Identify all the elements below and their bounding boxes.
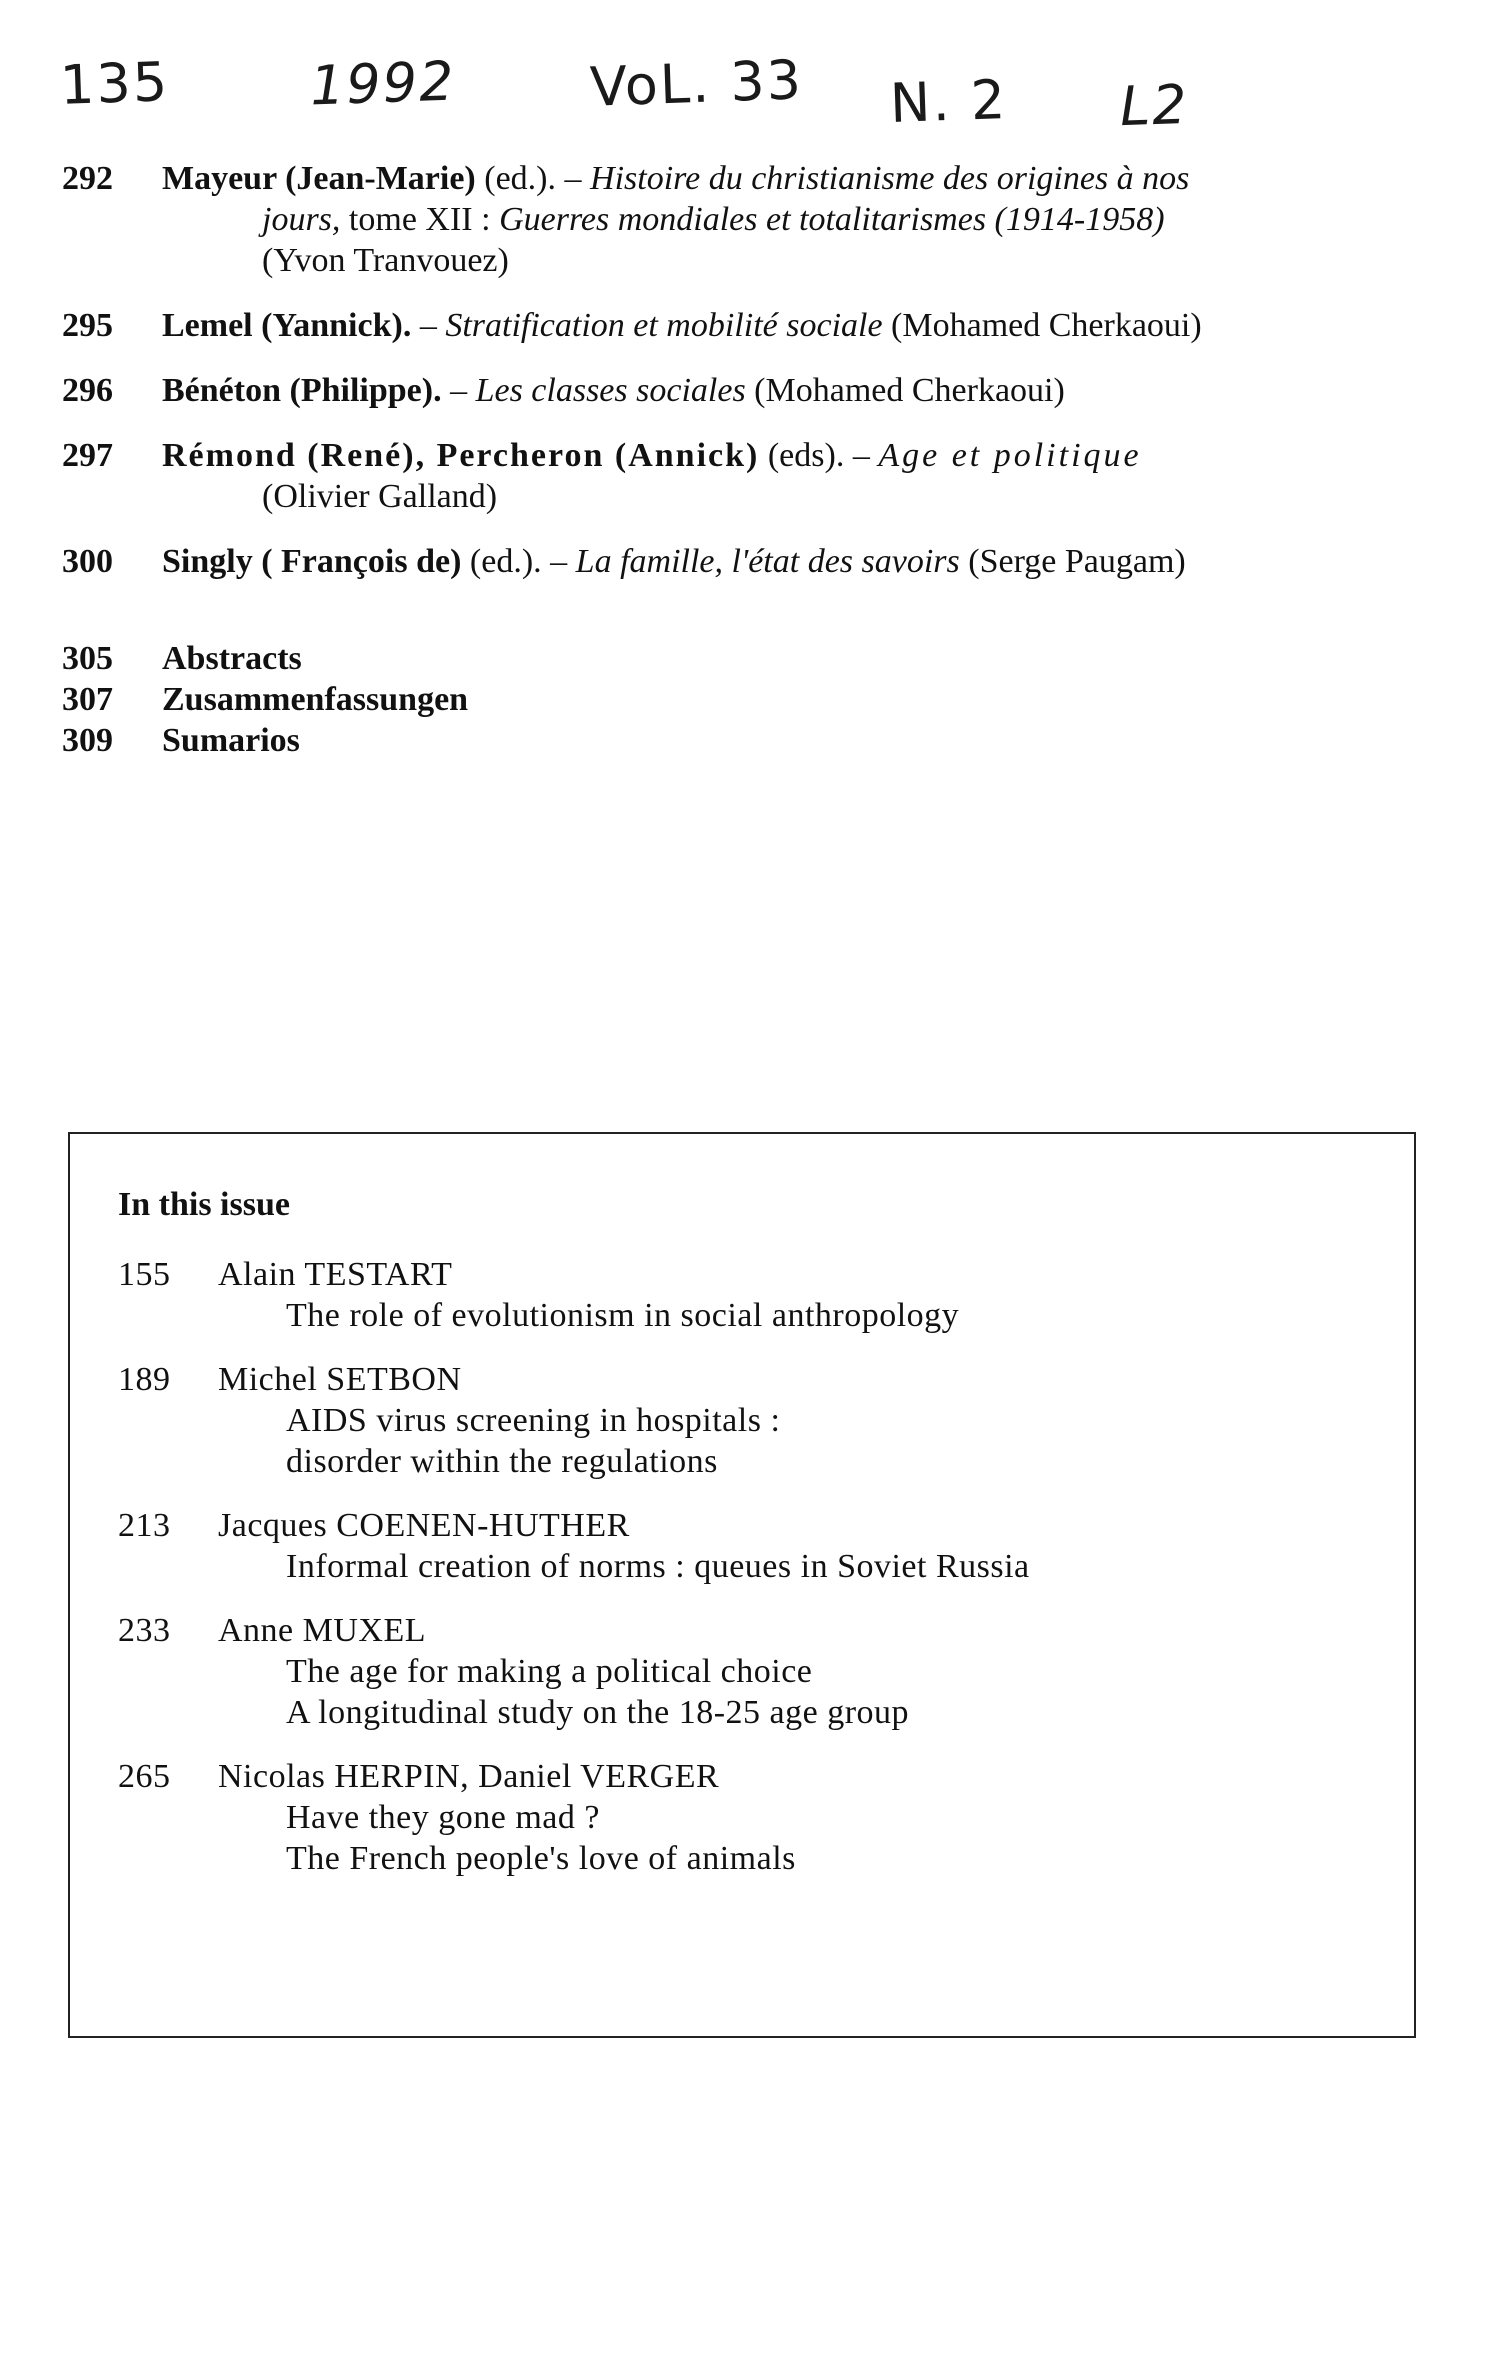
review-author: Rémond (René), Percheron (Annick) — [162, 437, 760, 474]
back-matter-item — [62, 638, 468, 679]
article-title: Have they gone mad ? — [286, 1799, 600, 1836]
review-title: La famille, l'état des savoirs — [575, 543, 960, 580]
review-dash: – — [852, 437, 870, 474]
article-title-cont: disorder within the regulations — [286, 1443, 718, 1480]
article-title-abbr: AIDS — [286, 1402, 368, 1439]
article-title: The role of evolutionism in social anthropology — [286, 1297, 960, 1334]
back-matter-list — [62, 638, 468, 761]
page-number: 296 — [62, 372, 113, 409]
page-number: 189 — [118, 1361, 171, 1398]
review-title: Age et politique — [878, 437, 1142, 474]
reviewer: (Mohamed Cherkaoui) — [891, 307, 1202, 344]
page-number: 305 — [62, 640, 113, 677]
handwritten-issue: N. 2 — [888, 67, 1009, 136]
review-author: Bénéton (Philippe). — [162, 372, 442, 409]
article-title — [218, 1400, 780, 1441]
review-author: Singly ( François de) — [162, 543, 462, 580]
review-author: Lemel (Yannick). — [162, 307, 412, 344]
review-entry — [62, 370, 1422, 411]
issue-article — [118, 1610, 1030, 1733]
review-entry — [62, 158, 1422, 281]
article-author: Alain TESTART — [218, 1256, 453, 1293]
article-title-text: virus screening in hospitals : — [376, 1402, 781, 1439]
page-number: 233 — [118, 1612, 171, 1649]
in-this-issue-heading: In this issue — [118, 1186, 290, 1223]
article-subtitle: A longitudinal study on the 18-25 age group — [286, 1694, 910, 1731]
reviewer: (Mohamed Cherkaoui) — [754, 372, 1065, 409]
review-dash: – — [564, 160, 582, 197]
review-title: Stratification et mobilité sociale — [445, 307, 883, 344]
article-title: Informal creation of norms : queues in Soviet Russia — [286, 1548, 1030, 1585]
reviewer: (Serge Paugam) — [968, 543, 1186, 580]
review-role: (ed.). — [484, 160, 557, 197]
back-matter-label: Abstracts — [162, 640, 302, 677]
article-author: Nicolas HERPIN, Daniel VERGER — [218, 1758, 720, 1795]
review-role: (eds). — [767, 437, 845, 474]
article-author: Anne MUXEL — [218, 1612, 427, 1649]
article-author: Jacques COENEN-HUTHER — [218, 1507, 630, 1544]
review-title: Les classes sociales — [475, 372, 746, 409]
page-number: 309 — [62, 722, 113, 759]
in-this-issue-box — [68, 1132, 1416, 2038]
reviewer: (Yvon Tranvouez) — [262, 242, 509, 279]
review-entry — [62, 435, 1422, 517]
review-entry — [62, 305, 1422, 346]
review-role: (ed.). — [469, 543, 542, 580]
issue-article — [118, 1254, 1030, 1336]
page-number: 307 — [62, 681, 113, 718]
page-number: 213 — [118, 1507, 171, 1544]
handwritten-mark: L2 — [1118, 72, 1190, 139]
back-matter-label: Zusammenfassungen — [162, 681, 469, 718]
article-author: Michel SETBON — [218, 1361, 462, 1398]
review-dash: – — [450, 372, 468, 409]
review-title-cont: jours, — [262, 201, 341, 238]
page-number: 297 — [62, 437, 113, 474]
review-dash: – — [419, 307, 437, 344]
article-title: The age for making a political choice — [286, 1653, 813, 1690]
page-number: 155 — [118, 1256, 171, 1293]
issue-article — [118, 1359, 1030, 1482]
back-matter-label: Sumarios — [162, 722, 300, 759]
page-number: 292 — [62, 160, 113, 197]
issue-article — [118, 1505, 1030, 1587]
issue-article — [118, 1756, 1030, 1879]
review-title: Histoire du christianisme des origines à nos — [590, 160, 1190, 197]
review-author: Mayeur (Jean-Marie) — [162, 160, 476, 197]
review-entry — [62, 541, 1422, 582]
handwritten-volume: VoL. 33 — [588, 48, 804, 119]
back-matter-item — [62, 679, 468, 720]
review-subtitle: Guerres mondiales et totalitarismes (1914-1958) — [499, 201, 1165, 238]
handwritten-year: 1992 — [308, 49, 457, 118]
reviewer: (Olivier Galland) — [262, 478, 498, 515]
article-subtitle: The French people's love of animals — [286, 1840, 796, 1877]
book-reviews-list — [62, 158, 1422, 606]
issue-articles-list — [118, 1254, 1030, 1902]
handwritten-annotation — [58, 48, 1210, 142]
handwritten-number: 135 — [58, 50, 171, 117]
back-matter-item — [62, 720, 468, 761]
page-number: 300 — [62, 543, 113, 580]
page-number: 295 — [62, 307, 113, 344]
review-volume: tome XII : — [348, 201, 491, 238]
review-dash: – — [550, 543, 568, 580]
page-number: 265 — [118, 1758, 171, 1795]
